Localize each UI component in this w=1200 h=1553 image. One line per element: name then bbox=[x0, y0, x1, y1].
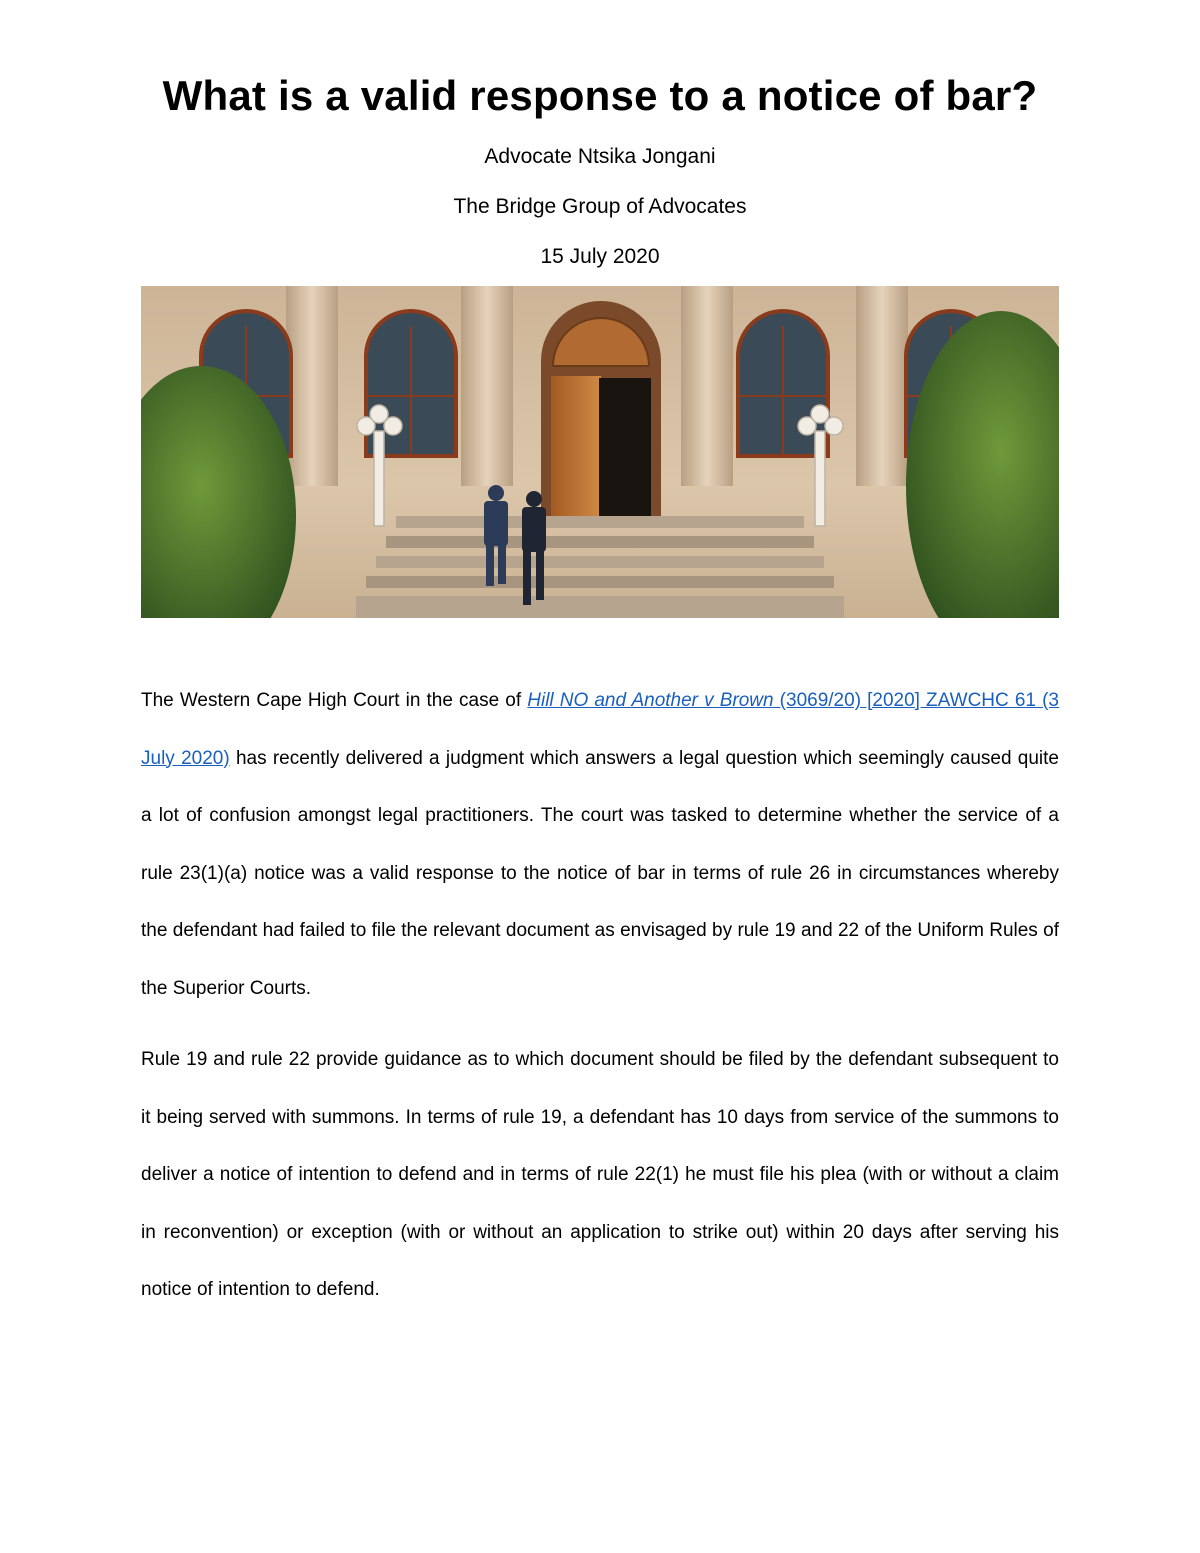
case-name: Hill NO and Another v Brown bbox=[527, 690, 774, 711]
paragraph-rest: has recently delivered a judgment which answers a legal question which seemingly caused quite a lot of confusion amongst legal practitioners. The court was tasked to determine whether the service of a rule 23(1)(a) notice was a valid response to the notice of bar in terms of rule 26 in circumstances whereby the defendant had failed to file the relevant document as envisaged by rule 19 and 22 of the Uniform Rules of the Superior Courts. bbox=[141, 747, 1059, 999]
publication-date: 15 July 2020 bbox=[540, 245, 660, 268]
body-paragraph-1 bbox=[141, 672, 1059, 1017]
body-paragraph-2: Rule 19 and rule 22 provide guidance as to which document should be filed by the defendant subsequent to it being served with summons. In terms of rule 19, a defendant has 10 days from service of the summons to deliver a notice of intention to defend and in terms of rule 22(1) he must file his plea (with or without a claim in reconvention) or exception (with or without an application to strike out) within 20 days after serving his notice of intention to defend. bbox=[141, 1049, 1059, 1300]
page-title: What is a valid response to a notice of bar? bbox=[162, 72, 1038, 119]
paragraph-intro: The Western Cape High Court in the case of bbox=[141, 690, 528, 711]
courthouse-photo bbox=[141, 286, 1059, 618]
case-citation: (3069/20) [2020] ZAWCHC 61 (3 July 2020) bbox=[141, 690, 1059, 769]
organization-name: The Bridge Group of Advocates bbox=[453, 195, 747, 218]
author-name: Advocate Ntsika Jongani bbox=[484, 145, 716, 168]
